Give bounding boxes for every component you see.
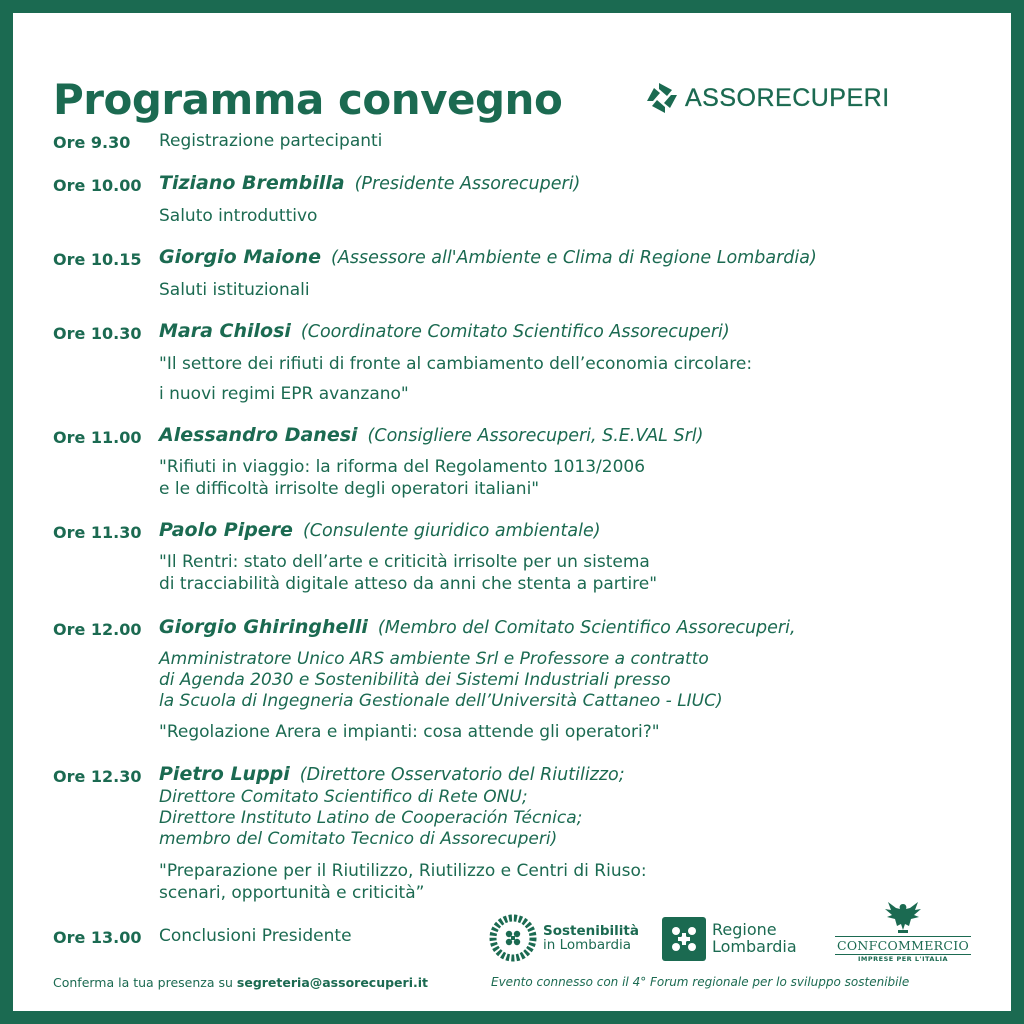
- page-title: Programma convegno: [53, 75, 563, 124]
- item-1130-text-1: "Il Rentri: stato dell’arte e criticità irrisolte per un sistema: [159, 552, 650, 572]
- item-1030-text-2: i nuovi regimi EPR avanzano": [159, 384, 409, 404]
- event-note: Evento connesso con il 4° Forum regionale per lo sviluppo sostenibile: [491, 975, 910, 989]
- speaker-role: (Coordinatore Comitato Scientifico Assorecuperi): [300, 322, 730, 342]
- sostenibilita-lombardia-logo: [489, 914, 639, 962]
- poster-frame: [13, 13, 1011, 1011]
- item-1300-text: Conclusioni Presidente: [159, 926, 352, 946]
- item-1000-header: [159, 172, 580, 194]
- regione-label-2: Lombardia: [712, 937, 797, 956]
- eagle-icon: [882, 900, 924, 936]
- item-1200-role-2: Amministratore Unico ARS ambiente Srl e Professore a contratto: [159, 649, 709, 669]
- item-1200-text: "Regolazione Arera e impianti: cosa attende gli operatori?": [159, 722, 660, 742]
- speaker-role: (Consigliere Assorecuperi, S.E.VAL Srl): [367, 426, 704, 446]
- assorecuperi-logo: [645, 81, 890, 115]
- time-1200: Ore 12.00: [53, 620, 142, 639]
- speaker-role: (Consulente giuridico ambientale): [302, 521, 601, 541]
- item-1230-header: [159, 763, 625, 785]
- time-1030: Ore 10.30: [53, 324, 142, 343]
- item-1200-role-4: la Scuola di Ingegneria Gestionale dell’Università Cattaneo - LIUC): [159, 691, 723, 711]
- time-1000: Ore 10.00: [53, 176, 142, 195]
- time-1300: Ore 13.00: [53, 928, 142, 947]
- confirm-attendance: [53, 975, 428, 990]
- item-1230-role-4: membro del Comitato Tecnico di Assorecuperi): [159, 829, 558, 849]
- time-0930: Ore 9.30: [53, 133, 131, 152]
- item-1200-header: [159, 616, 796, 638]
- item-1100-header: [159, 424, 704, 446]
- item-1230-text-2: scenari, opportunità e criticità”: [159, 883, 425, 903]
- item-1230-role-2: Direttore Comitato Scientifico di Rete ONU;: [159, 787, 528, 807]
- item-0930-text: Registrazione partecipanti: [159, 131, 383, 151]
- item-1015-header: [159, 246, 817, 268]
- time-1130: Ore 11.30: [53, 523, 142, 542]
- item-1130-text-2: di tracciabilità digitale atteso da anni che stenta a partire": [159, 574, 658, 594]
- item-1200-role-3: di Agenda 2030 e Sostenibilità dei Sistemi Industriali presso: [159, 670, 671, 690]
- item-1030-header: [159, 320, 730, 342]
- time-1230: Ore 12.30: [53, 767, 142, 786]
- speaker-role: (Membro del Comitato Scientifico Assorecuperi,: [377, 618, 796, 638]
- item-1130-header: [159, 519, 601, 541]
- item-1000-text: Saluto introduttivo: [159, 206, 318, 226]
- item-1230-role-3: Direttore Instituto Latino de Cooperación Técnica;: [159, 808, 583, 828]
- time-1015: Ore 10.15: [53, 250, 142, 269]
- regione-label-1: Regione: [712, 920, 777, 940]
- speaker-name: Giorgio Maione: [159, 246, 322, 268]
- confirm-text: Conferma la tua presenza su: [53, 975, 237, 990]
- assorecuperi-logo-icon: [645, 81, 679, 115]
- contact-email-link[interactable]: segreteria@assorecuperi.it: [236, 975, 428, 990]
- speaker-name: Mara Chilosi: [159, 320, 291, 342]
- item-1030-text-1: "Il settore dei rifiuti di fronte al cambiamento dell’economia circolare:: [159, 354, 753, 374]
- item-1100-text-1: "Rifiuti in viaggio: la riforma del Regolamento 1013/2006: [159, 457, 646, 477]
- sostenibilita-ring-icon: [489, 914, 537, 962]
- item-1100-text-2: e le difficoltà irrisolte degli operatori italiani": [159, 479, 540, 499]
- confcommercio-tagline: IMPRESE PER L'ITALIA: [857, 955, 949, 963]
- time-1100: Ore 11.00: [53, 428, 142, 447]
- logo-text: ASSORECUPERI: [685, 83, 890, 112]
- confcommercio-logo: [835, 900, 971, 963]
- speaker-name: Paolo Pipere: [159, 519, 293, 541]
- item-1015-text: Saluti istituzionali: [159, 280, 310, 300]
- regione-lombardia-logo: [662, 917, 797, 961]
- speaker-name: Giorgio Ghiringhelli: [159, 616, 368, 638]
- confcommercio-name: CONFCOMMERCIO: [837, 938, 970, 953]
- sostenibilita-label-1: Sostenibilità: [543, 922, 639, 939]
- speaker-name: Tiziano Brembilla: [159, 172, 345, 194]
- sostenibilita-label-2: in Lombardia: [543, 937, 632, 953]
- speaker-name: Pietro Luppi: [159, 763, 290, 785]
- item-1230-text-1: "Preparazione per il Riutilizzo, Riutilizzo e Centri di Riuso:: [159, 861, 647, 881]
- speaker-role: (Direttore Osservatorio del Riutilizzo;: [299, 765, 625, 785]
- regione-lombardia-icon: [662, 917, 706, 961]
- speaker-name: Alessandro Danesi: [159, 424, 358, 446]
- speaker-role: (Assessore all'Ambiente e Clima di Regione Lombardia): [331, 248, 817, 268]
- speaker-role: (Presidente Assorecuperi): [354, 174, 581, 194]
